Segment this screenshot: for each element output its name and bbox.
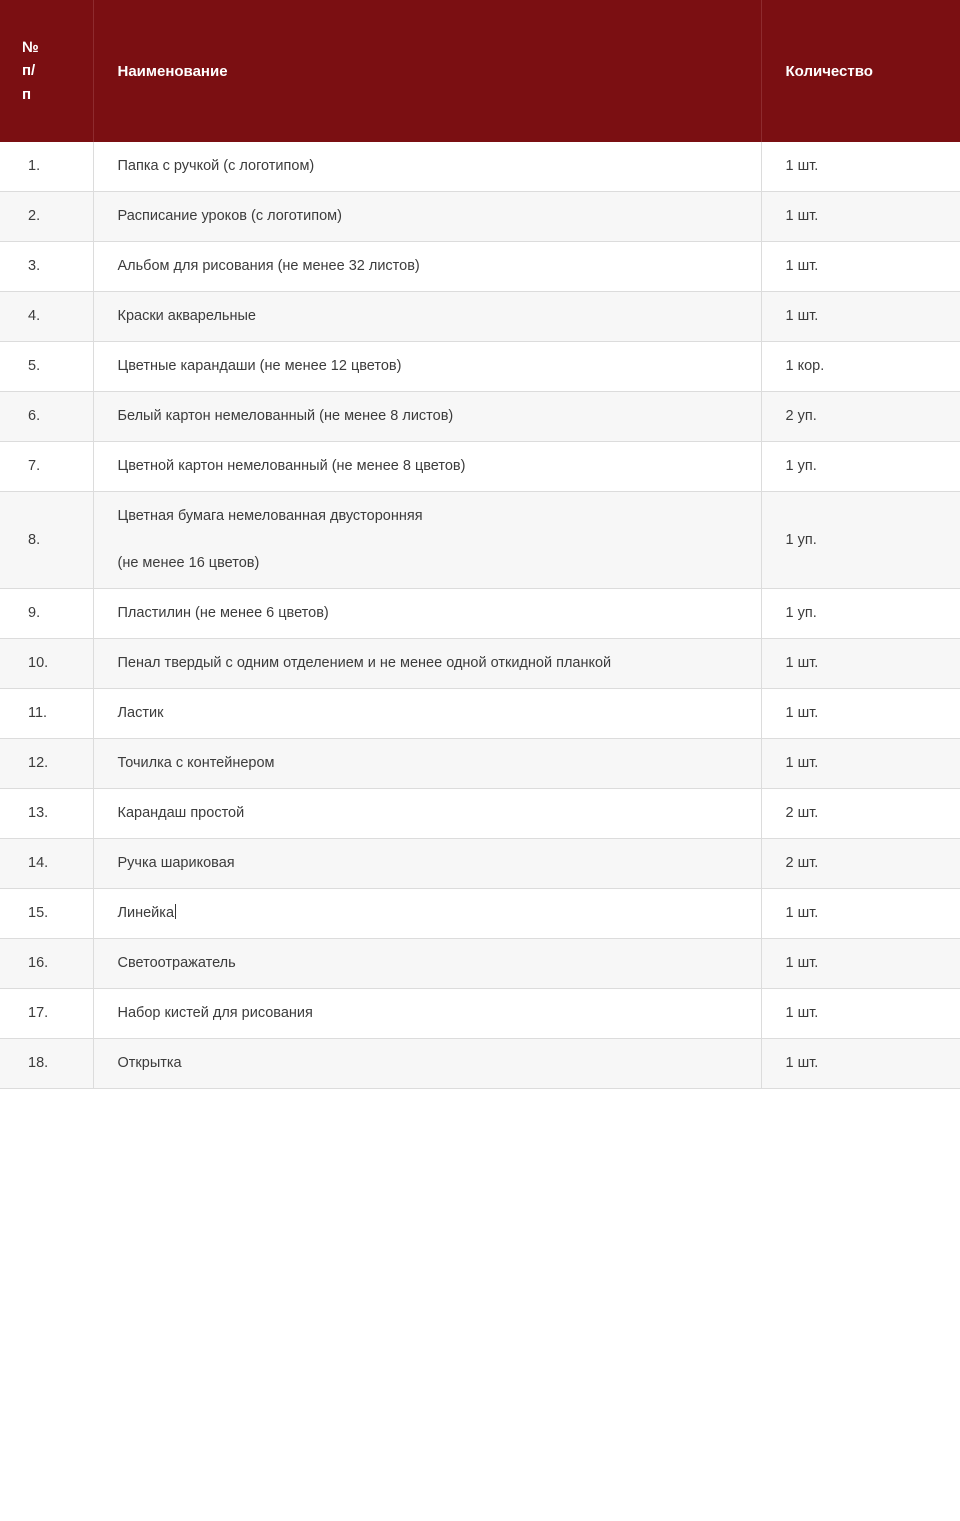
row-quantity: 2 шт.	[761, 839, 960, 889]
table-row	[0, 442, 960, 492]
table-body	[0, 142, 960, 1089]
table-header-row	[0, 0, 960, 142]
table-row	[0, 589, 960, 639]
row-number: 11.	[0, 689, 93, 739]
table-row	[0, 889, 960, 939]
row-item-name-text: Светоотражатель	[117, 955, 236, 972]
row-number: 2.	[0, 192, 93, 242]
row-item-name	[93, 739, 761, 789]
row-number: 7.	[0, 442, 93, 492]
table-row	[0, 392, 960, 442]
table-row	[0, 292, 960, 342]
row-item-name-text: Линейка	[117, 905, 175, 922]
table-row	[0, 989, 960, 1039]
row-quantity: 1 кор.	[761, 342, 960, 392]
row-item-name	[93, 839, 761, 889]
row-quantity: 1 уп.	[761, 442, 960, 492]
column-header-name: Наименование	[93, 0, 761, 142]
row-item-name	[93, 392, 761, 442]
row-quantity: 1 шт.	[761, 689, 960, 739]
row-number: 15.	[0, 889, 93, 939]
row-item-name	[93, 242, 761, 292]
row-item-name-text: Альбом для рисования (не менее 32 листов)	[117, 258, 420, 275]
row-item-name	[93, 589, 761, 639]
table-row	[0, 689, 960, 739]
row-item-name-text: Цветные карандаши (не менее 12 цветов)	[117, 358, 402, 375]
column-header-number-line1: №	[22, 39, 39, 57]
table-row	[0, 492, 960, 589]
row-item-name	[93, 342, 761, 392]
row-quantity: 1 шт.	[761, 939, 960, 989]
row-quantity: 2 шт.	[761, 789, 960, 839]
row-quantity: 1 шт.	[761, 192, 960, 242]
table-row	[0, 639, 960, 689]
row-number: 13.	[0, 789, 93, 839]
column-header-number-line3: п	[22, 85, 32, 103]
row-number: 6.	[0, 392, 93, 442]
table-row	[0, 342, 960, 392]
row-quantity: 1 шт.	[761, 142, 960, 192]
row-quantity: 1 шт.	[761, 889, 960, 939]
row-item-name-text: Ластик	[117, 705, 164, 722]
row-number: 5.	[0, 342, 93, 392]
row-item-name	[93, 442, 761, 492]
row-item-name-text: Папка с ручкой (с логотипом)	[117, 158, 315, 174]
row-number: 12.	[0, 739, 93, 789]
table-row	[0, 142, 960, 192]
row-number: 16.	[0, 939, 93, 989]
row-item-name-text: Белый картон немелованный (не менее 8 листов)	[117, 408, 454, 425]
column-header-quantity: Количество	[761, 0, 960, 142]
row-number: 18.	[0, 1039, 93, 1089]
row-number: 14.	[0, 839, 93, 889]
row-quantity: 1 шт.	[761, 1039, 960, 1089]
row-quantity: 1 шт.	[761, 739, 960, 789]
row-number: 1.	[0, 142, 93, 192]
row-number: 9.	[0, 589, 93, 639]
table-row	[0, 839, 960, 889]
table-header	[0, 0, 960, 142]
text-cursor-caret	[175, 904, 176, 919]
row-item-name-text: Пластилин (не менее 6 цветов)	[117, 605, 329, 622]
row-number: 10.	[0, 639, 93, 689]
row-item-name	[93, 639, 761, 689]
row-item-name-text: Карандаш простой	[117, 805, 245, 822]
table-row	[0, 789, 960, 839]
row-quantity: 1 шт.	[761, 639, 960, 689]
row-item-name	[93, 292, 761, 342]
table-row	[0, 192, 960, 242]
row-item-name-text: Пенал твердый с одним отделением и не менее одной откидной планкой	[117, 655, 612, 672]
row-item-name-text-secondary: (не менее 16 цветов)	[117, 555, 260, 572]
row-quantity: 1 шт.	[761, 989, 960, 1039]
row-item-name	[93, 789, 761, 839]
row-item-name-text: Расписание уроков (с логотипом)	[117, 208, 342, 225]
column-header-number-line2: п/	[22, 62, 36, 80]
row-item-name	[93, 889, 761, 939]
row-quantity: 1 шт.	[761, 242, 960, 292]
row-item-name-text: Точилка с контейнером	[117, 755, 275, 772]
table-row	[0, 1039, 960, 1089]
row-item-name-text: Набор кистей для рисования	[117, 1005, 313, 1022]
row-number: 8.	[0, 492, 93, 589]
column-header-number	[0, 0, 93, 142]
row-quantity: 2 уп.	[761, 392, 960, 442]
table-row	[0, 739, 960, 789]
row-number: 3.	[0, 242, 93, 292]
row-quantity: 1 уп.	[761, 589, 960, 639]
row-item-name	[93, 492, 761, 589]
row-item-name	[93, 939, 761, 989]
row-item-name-text: Ручка шариковая	[117, 855, 235, 872]
row-item-name	[93, 989, 761, 1039]
row-item-name	[93, 142, 761, 192]
row-item-name	[93, 689, 761, 739]
table-row	[0, 242, 960, 292]
row-item-name-text: Открытка	[117, 1055, 182, 1072]
table-row	[0, 939, 960, 989]
row-quantity: 1 уп.	[761, 492, 960, 589]
row-item-name	[93, 192, 761, 242]
row-number: 4.	[0, 292, 93, 342]
row-item-name-text: Цветной картон немелованный (не менее 8 цветов)	[117, 458, 466, 475]
row-item-name-text: Цветная бумага немелованная двусторонняя	[117, 508, 423, 525]
row-number: 17.	[0, 989, 93, 1039]
row-quantity: 1 шт.	[761, 292, 960, 342]
row-item-name-text: Краски акварельные	[117, 308, 256, 325]
row-item-name	[93, 1039, 761, 1089]
